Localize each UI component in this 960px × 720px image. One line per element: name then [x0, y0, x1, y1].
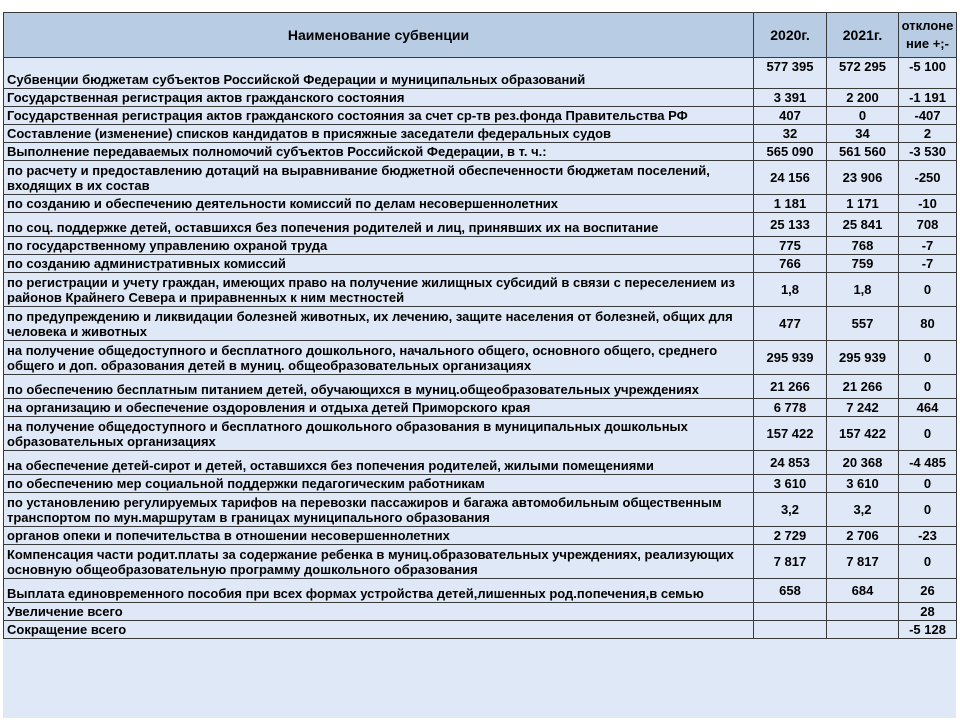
cell-2020: 766: [754, 255, 827, 273]
cell-2021: 0: [827, 107, 899, 125]
cell-deviation: -7: [899, 255, 957, 273]
header-2020: 2020г.: [754, 13, 827, 58]
cell-2021: 7 242: [827, 399, 899, 417]
cell-2021: 1 171: [827, 195, 899, 213]
cell-deviation: 0: [899, 273, 957, 307]
table-row: [4, 341, 957, 375]
cell-2020: 407: [754, 107, 827, 125]
cell-2020: 1 181: [754, 195, 827, 213]
cell-2020: 24 156: [754, 161, 827, 195]
cell-name: по соц. поддержке детей, оставшихся без попечения родителей и лиц, принявших их на воспитание: [4, 213, 754, 237]
cell-name: по созданию административных комиссий: [4, 255, 754, 273]
cell-deviation: 708: [899, 213, 957, 237]
table-body: [4, 58, 957, 639]
cell-deviation: -5 128: [899, 621, 957, 639]
cell-name: Составление (изменение) списков кандидатов в присяжные заседатели федеральных судов: [4, 125, 754, 143]
cell-2020: 658: [754, 579, 827, 603]
cell-2020: 477: [754, 307, 827, 341]
cell-2021: [827, 603, 899, 621]
table-row: [4, 107, 957, 125]
cell-name: по расчету и предоставлению дотаций на выравнивание бюджетной обеспеченности бюджетам поселений, входящих в их состав: [4, 161, 754, 195]
cell-2021: 7 817: [827, 545, 899, 579]
cell-2020: 2 729: [754, 527, 827, 545]
cell-deviation: 0: [899, 375, 957, 399]
cell-2020: 25 133: [754, 213, 827, 237]
cell-2021: 295 939: [827, 341, 899, 375]
cell-deviation: 2: [899, 125, 957, 143]
table-row: [4, 307, 957, 341]
cell-name: Выполнение передаваемых полномочий субъектов Российской Федерации, в т. ч.:: [4, 143, 754, 161]
cell-name: по обеспечению бесплатным питанием детей, обучающихся в муниц.общеобразовательных учреждениях: [4, 375, 754, 399]
cell-deviation: 0: [899, 493, 957, 527]
table-row: [4, 143, 957, 161]
cell-name: по регистрации и учету граждан, имеющих право на получение жилищных субсидий в связи с переселением из районов Крайнего Севера и приравненных к ним местностей: [4, 273, 754, 307]
cell-2020: 577 395: [754, 58, 827, 89]
cell-deviation: 80: [899, 307, 957, 341]
cell-deviation: 26: [899, 579, 957, 603]
cell-deviation: 0: [899, 417, 957, 451]
cell-name: Увеличение всего: [4, 603, 754, 621]
cell-2020: 3 610: [754, 475, 827, 493]
cell-2020: 21 266: [754, 375, 827, 399]
cell-name: по созданию и обеспечению деятельности комиссий по делам несовершеннолетних: [4, 195, 754, 213]
cell-2020: 3 391: [754, 89, 827, 107]
cell-2020: [754, 603, 827, 621]
cell-name: органов опеки и попечительства в отношении несовершеннолетних: [4, 527, 754, 545]
cell-2021: 3 610: [827, 475, 899, 493]
cell-2021: 2 200: [827, 89, 899, 107]
table-row: [4, 621, 957, 639]
header-2021: 2021г.: [827, 13, 899, 58]
cell-name: по установлению регулируемых тарифов на перевозки пассажиров и багажа автомобильным общественным транспортом по мун.маршрутам в границах муниципального образования: [4, 493, 754, 527]
cell-deviation: -1 191: [899, 89, 957, 107]
subvention-table: [3, 12, 957, 639]
cell-name: на получение общедоступного и бесплатного дошкольного, начального общего, основного общего, среднего общего и доп. образования детей в муниц. общеобразовательных организациях: [4, 341, 754, 375]
cell-2020: 775: [754, 237, 827, 255]
cell-name: Сокращение всего: [4, 621, 754, 639]
table-header-row: [4, 13, 957, 58]
cell-deviation: -10: [899, 195, 957, 213]
cell-deviation: -7: [899, 237, 957, 255]
header-deviation: отклоне ние +;-: [899, 13, 957, 58]
cell-2021: 3,2: [827, 493, 899, 527]
table-row: [4, 213, 957, 237]
cell-2021: 572 295: [827, 58, 899, 89]
cell-2020: [754, 621, 827, 639]
cell-deviation: -4 485: [899, 451, 957, 475]
table-row: [4, 603, 957, 621]
cell-2021: 1,8: [827, 273, 899, 307]
cell-2021: 23 906: [827, 161, 899, 195]
cell-2021: 561 560: [827, 143, 899, 161]
cell-2020: 1,8: [754, 273, 827, 307]
cell-2021: 34: [827, 125, 899, 143]
cell-name: Государственная регистрация актов гражданского состояния за счет ср-тв рез.фонда Правительства РФ: [4, 107, 754, 125]
cell-deviation: -407: [899, 107, 957, 125]
cell-deviation: 0: [899, 545, 957, 579]
cell-name: на обеспечение детей-сирот и детей, оставшихся без попечения родителей, жилыми помещениями: [4, 451, 754, 475]
cell-2020: 157 422: [754, 417, 827, 451]
cell-name: по государственному управлению охраной труда: [4, 237, 754, 255]
table-row: [4, 475, 957, 493]
table-row: [4, 195, 957, 213]
cell-2021: 21 266: [827, 375, 899, 399]
cell-name: Государственная регистрация актов гражданского состояния: [4, 89, 754, 107]
header-name: Наименование субвенции: [4, 13, 754, 58]
table-row: [4, 399, 957, 417]
cell-2020: 565 090: [754, 143, 827, 161]
cell-2020: 3,2: [754, 493, 827, 527]
table-row: [4, 237, 957, 255]
cell-deviation: 0: [899, 341, 957, 375]
cell-deviation: 28: [899, 603, 957, 621]
table-row: [4, 545, 957, 579]
cell-2020: 7 817: [754, 545, 827, 579]
table-row: [4, 527, 957, 545]
cell-name: на получение общедоступного и бесплатного дошкольного образования в муниципальных дошкольных образовательных организациях: [4, 417, 754, 451]
table-row: [4, 375, 957, 399]
cell-name: по обеспечению мер социальной поддержки педагогическим работникам: [4, 475, 754, 493]
table-row: [4, 58, 957, 89]
subvention-table-frame: [3, 12, 956, 718]
table-row: [4, 493, 957, 527]
table-row: [4, 273, 957, 307]
cell-deviation: -3 530: [899, 143, 957, 161]
cell-2021: 768: [827, 237, 899, 255]
table-row: [4, 161, 957, 195]
cell-deviation: -250: [899, 161, 957, 195]
cell-2020: 295 939: [754, 341, 827, 375]
cell-deviation: -23: [899, 527, 957, 545]
cell-deviation: 464: [899, 399, 957, 417]
cell-name: Выплата единовременного пособия при всех формах устройства детей,лишенных род.попечения,в семью: [4, 579, 754, 603]
cell-2020: 32: [754, 125, 827, 143]
cell-2021: 557: [827, 307, 899, 341]
table-row: [4, 451, 957, 475]
cell-2021: 20 368: [827, 451, 899, 475]
cell-deviation: -5 100: [899, 58, 957, 89]
cell-2021: 759: [827, 255, 899, 273]
table-row: [4, 255, 957, 273]
cell-2021: 684: [827, 579, 899, 603]
table-row: [4, 417, 957, 451]
cell-2021: 2 706: [827, 527, 899, 545]
cell-name: по предупреждению и ликвидации болезней животных, их лечению, защите населения от болезней, общих для человека и животных: [4, 307, 754, 341]
table-row: [4, 89, 957, 107]
cell-deviation: 0: [899, 475, 957, 493]
cell-2020: 6 778: [754, 399, 827, 417]
cell-name: Компенсация части родит.платы за содержание ребенка в муниц.образовательных учреждениях, реализующих основную общеобразовательную программу дошкольного образования: [4, 545, 754, 579]
cell-2021: 157 422: [827, 417, 899, 451]
cell-name: Субвенции бюджетам субъектов Российской Федерации и муниципальных образований: [4, 58, 754, 89]
table-row: [4, 579, 957, 603]
cell-2021: 25 841: [827, 213, 899, 237]
table-row: [4, 125, 957, 143]
cell-name: на организацию и обеспечение оздоровления и отдыха детей Приморского края: [4, 399, 754, 417]
cell-2021: [827, 621, 899, 639]
cell-2020: 24 853: [754, 451, 827, 475]
